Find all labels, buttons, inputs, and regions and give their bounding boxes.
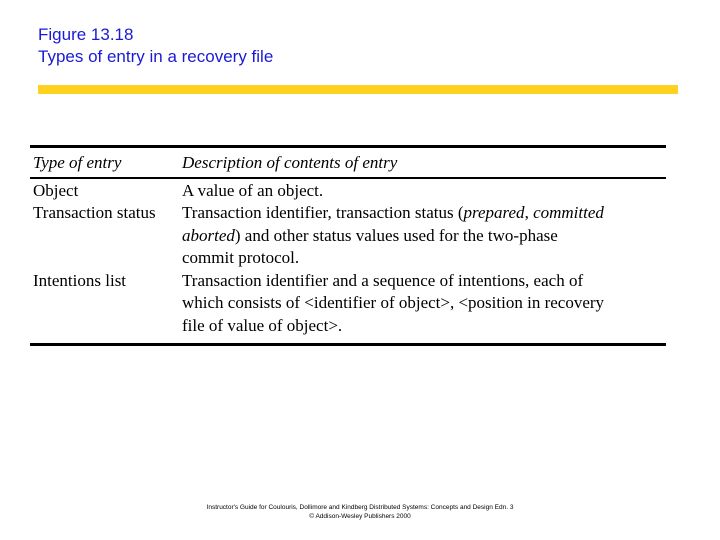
description-line: A value of an object. xyxy=(182,180,324,200)
table-top-rule xyxy=(30,145,666,148)
figure-title: Types of entry in a recovery file xyxy=(38,47,274,66)
description-text: Transaction identifier, transaction status ( xyxy=(182,203,464,222)
description-line: file of value of object>. xyxy=(182,315,343,335)
entry-description xyxy=(182,270,693,338)
table-row xyxy=(33,180,693,203)
recovery-entry-table xyxy=(33,152,693,337)
description-line: commit protocol. xyxy=(182,248,300,267)
status-prepared: prepared xyxy=(463,203,525,222)
description-text: ) and other status values used for the two-phase xyxy=(234,225,558,245)
entry-description xyxy=(182,202,693,270)
status-committed: committed xyxy=(533,203,604,222)
footer xyxy=(0,503,720,521)
footer-copyright: © Addison-Wesley Publishers 2000 xyxy=(309,513,411,520)
header-description: Description of contents of entry xyxy=(182,153,398,172)
accent-bar xyxy=(38,85,678,94)
description-line xyxy=(182,202,693,225)
header-type: Type of entry xyxy=(33,153,122,172)
table-bottom-rule xyxy=(30,343,666,346)
description-line: Transaction identifier and a sequence of intentions, each of xyxy=(182,270,584,290)
description-line xyxy=(182,225,693,248)
entry-description xyxy=(182,180,693,203)
table-row xyxy=(33,202,693,270)
figure-number: Figure 13.18 xyxy=(38,25,134,44)
footer-credit: Instructor's Guide for Coulouris, Dollimore and Kindberg Distributed Systems: Concepts and Design Edn. 3 xyxy=(206,504,514,511)
entry-type: Intentions list xyxy=(33,270,127,290)
entry-type: Transaction status xyxy=(33,203,156,222)
slide-title xyxy=(38,24,273,68)
entry-type: Object xyxy=(33,180,79,200)
table-header-row xyxy=(33,152,693,175)
description-separator: , xyxy=(524,203,534,222)
table-row xyxy=(33,270,693,338)
status-aborted: aborted xyxy=(182,225,235,245)
description-line: which consists of <identifier of object>, <position in recovery xyxy=(182,293,605,312)
